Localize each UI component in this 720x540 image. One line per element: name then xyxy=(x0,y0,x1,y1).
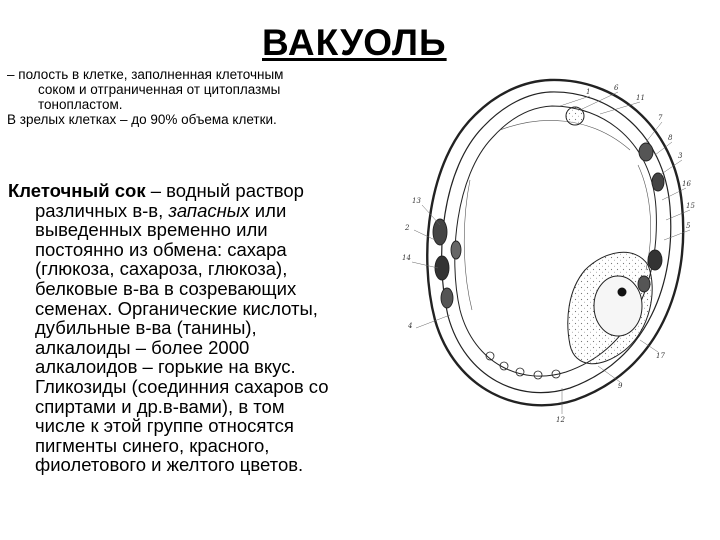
cell-wall-outer xyxy=(427,80,683,405)
nucleolus xyxy=(618,288,627,297)
term-cell-sap: Клеточный сок xyxy=(8,180,146,201)
paragraph-line-13: числе к этой группе относятся xyxy=(35,415,294,437)
figure-label: 4 xyxy=(408,322,413,330)
definition-line-1: – полость в клетке, заполненная клеточным xyxy=(7,67,284,82)
paragraph-line-10: алкалоидов – горькие на вкус. xyxy=(35,356,296,378)
figure-label: 8 xyxy=(668,134,673,142)
paragraph-line-4: постоянно из обмена: сахара xyxy=(35,238,287,260)
figure-label: 17 xyxy=(656,352,665,360)
paragraph-line-5: (глюкоза, сахароза, глюкоза), xyxy=(35,258,288,280)
paragraph-text: или xyxy=(249,199,287,221)
figure-label: 7 xyxy=(658,114,663,122)
paragraph-line-8: дубильные в-ва (танины), xyxy=(35,317,257,339)
vacuole-definition xyxy=(7,67,407,127)
figure-label: 11 xyxy=(636,94,645,102)
granule-chain-bottom xyxy=(486,352,560,379)
term-reserve: запасных xyxy=(168,199,250,221)
cell-wall-inner xyxy=(442,92,671,393)
figure-label: 16 xyxy=(682,180,691,188)
slide-title: ВАКУОЛЬ xyxy=(262,22,447,63)
vesicle xyxy=(566,107,584,125)
cell-sap-paragraph xyxy=(8,181,368,475)
plant-cell-vacuole-illustration xyxy=(400,70,700,430)
paragraph-line-7: семенах. Органические кислоты, xyxy=(35,297,318,319)
figure-label: 15 xyxy=(686,202,695,210)
definition-line-2: соком и отграниченная от цитоплазмы xyxy=(38,82,281,97)
paragraph-line-15: фиолетового и желтого цветов. xyxy=(35,454,304,476)
paragraph-line-3: выведенных временно или xyxy=(35,219,268,241)
figure-label: 1 xyxy=(586,88,591,96)
paragraph-line-2 xyxy=(8,201,368,221)
nucleus xyxy=(594,276,642,336)
figure-label: 13 xyxy=(412,197,421,205)
figure-label: 5 xyxy=(686,222,691,230)
figure-label: 2 xyxy=(405,224,410,232)
definition-line-4: В зрелых клетках – до 90% объема клетки. xyxy=(7,112,277,127)
paragraph-line-9: алкалоиды – более 2000 xyxy=(35,336,250,358)
paragraph-line-11: Гликозиды (соединния сахаров со xyxy=(35,375,329,397)
paragraph-line-1 xyxy=(8,181,368,201)
paragraph-line-12: спиртами и др.в-вами), в том xyxy=(35,395,285,417)
figure-label: 3 xyxy=(678,152,683,160)
paragraph-line-14: пигменты синего, красного, xyxy=(35,434,270,456)
figure-label: 9 xyxy=(618,382,623,390)
figure-label: 12 xyxy=(556,416,565,424)
figure-label: 14 xyxy=(402,254,411,262)
definition-line-3: тонопластом. xyxy=(38,97,123,112)
paragraph-text: – водный раствор xyxy=(145,180,304,201)
paragraph-text: различных в-в, xyxy=(35,199,169,221)
figure-label: 6 xyxy=(614,84,619,92)
paragraph-line-6: белковые в-ва в созревающих xyxy=(35,277,297,299)
